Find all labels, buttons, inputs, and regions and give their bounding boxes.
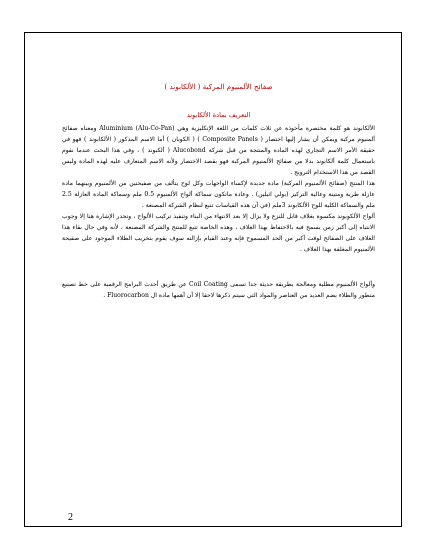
document-title: صفائح الألمنيوم المركبة ( الألكابوند ) [164, 82, 273, 91]
paragraph-spacer [62, 255, 375, 279]
paragraph-2: هذا المنتج (صفائح الألمنيوم المركبة) مادة جديدة لإكساء الواجهات وكل لوح يتألف من صفيحتين من الألمنيوم وبينهما مادة عازلة طرية ومتينة وعالية التركيز (بولي اثيلين) . وعادة ماتكون سماكة ألواح الألمنيوم 0.5 ملم وسماكة المادة العازلة 2.5 ملم والسماكة الكلية للوح الألكابوند 3ملم (في أن هذه القياسات تتبع لنظام الشركة المصنعة . [62, 180, 375, 209]
paragraph-4: وألواح الألمنيوم مطلية ومعالجة بطريقة حديثة جدا تسمى Coil Coating عن طريق أحدث البرامج الرقمية على خط تصنيع متطور والطلاء يضم العديد من العناصر والمواد التي سيتم ذكرها لاحقا إلا أن أهمها مادة ال Fluorocarbon . [62, 281, 376, 299]
document-body [62, 82, 375, 301]
page-number: 2 [68, 512, 73, 523]
paragraph-1: الألكابوند هو كلمة مختصرة مأخوذة عن ثلاث كلمات من اللغة الإنكليزية وهي Aluminium (Alu-Co-Pan) ومعناه صفائح ألمنيوم مركبة ويمكن أن يشار إليها اختصار ( Composite Panels ) ( الكوبان ) أما الاسم المذكور ( الألكابوند ) فهو في حقيقة الأمر الاسم التجاري لهذه المادة والمنتجة من قبل شركة Alucobond ( ألكبوند ) ، وفي هذا البحث عندما نقوم باستعمال كلمة ألكابوند بدلا من صفائح الألمنيوم المركبة فهو بقصد الاختصار ولأنه الاسم المتعارف عليه لهذه المادة وليس القصد من هذا الاستخدام الترويج . [62, 125, 375, 176]
paragraph-3: ألواح الألكوبوند مكسوة بغلاف قابل للنزع ولا يزال إلا بعد الانتهاء من البناء وتنفيذ تركيب الألواح ، وتجدر الإشارة هنا إلا وجوب الانتباه إلى أكبر زمن يسمح فيه بالاحتفاظ بهذا الغلاف ، وهذه الخاصة تتبع للمنتج والشركة المصنعة ، لأنه وفي حال بقاء هذا الغلاف على الصفائح لوقت أكبر من الحد المسموح فإنه وعند القيام بإزالته سوف يقوم بتخريب الطلاء الموجود على صفيحة الألمنيوم المغلفة بهذا الغلاف . [62, 213, 375, 253]
section-heading: التعريف بمادة الألكابوند [186, 111, 251, 119]
